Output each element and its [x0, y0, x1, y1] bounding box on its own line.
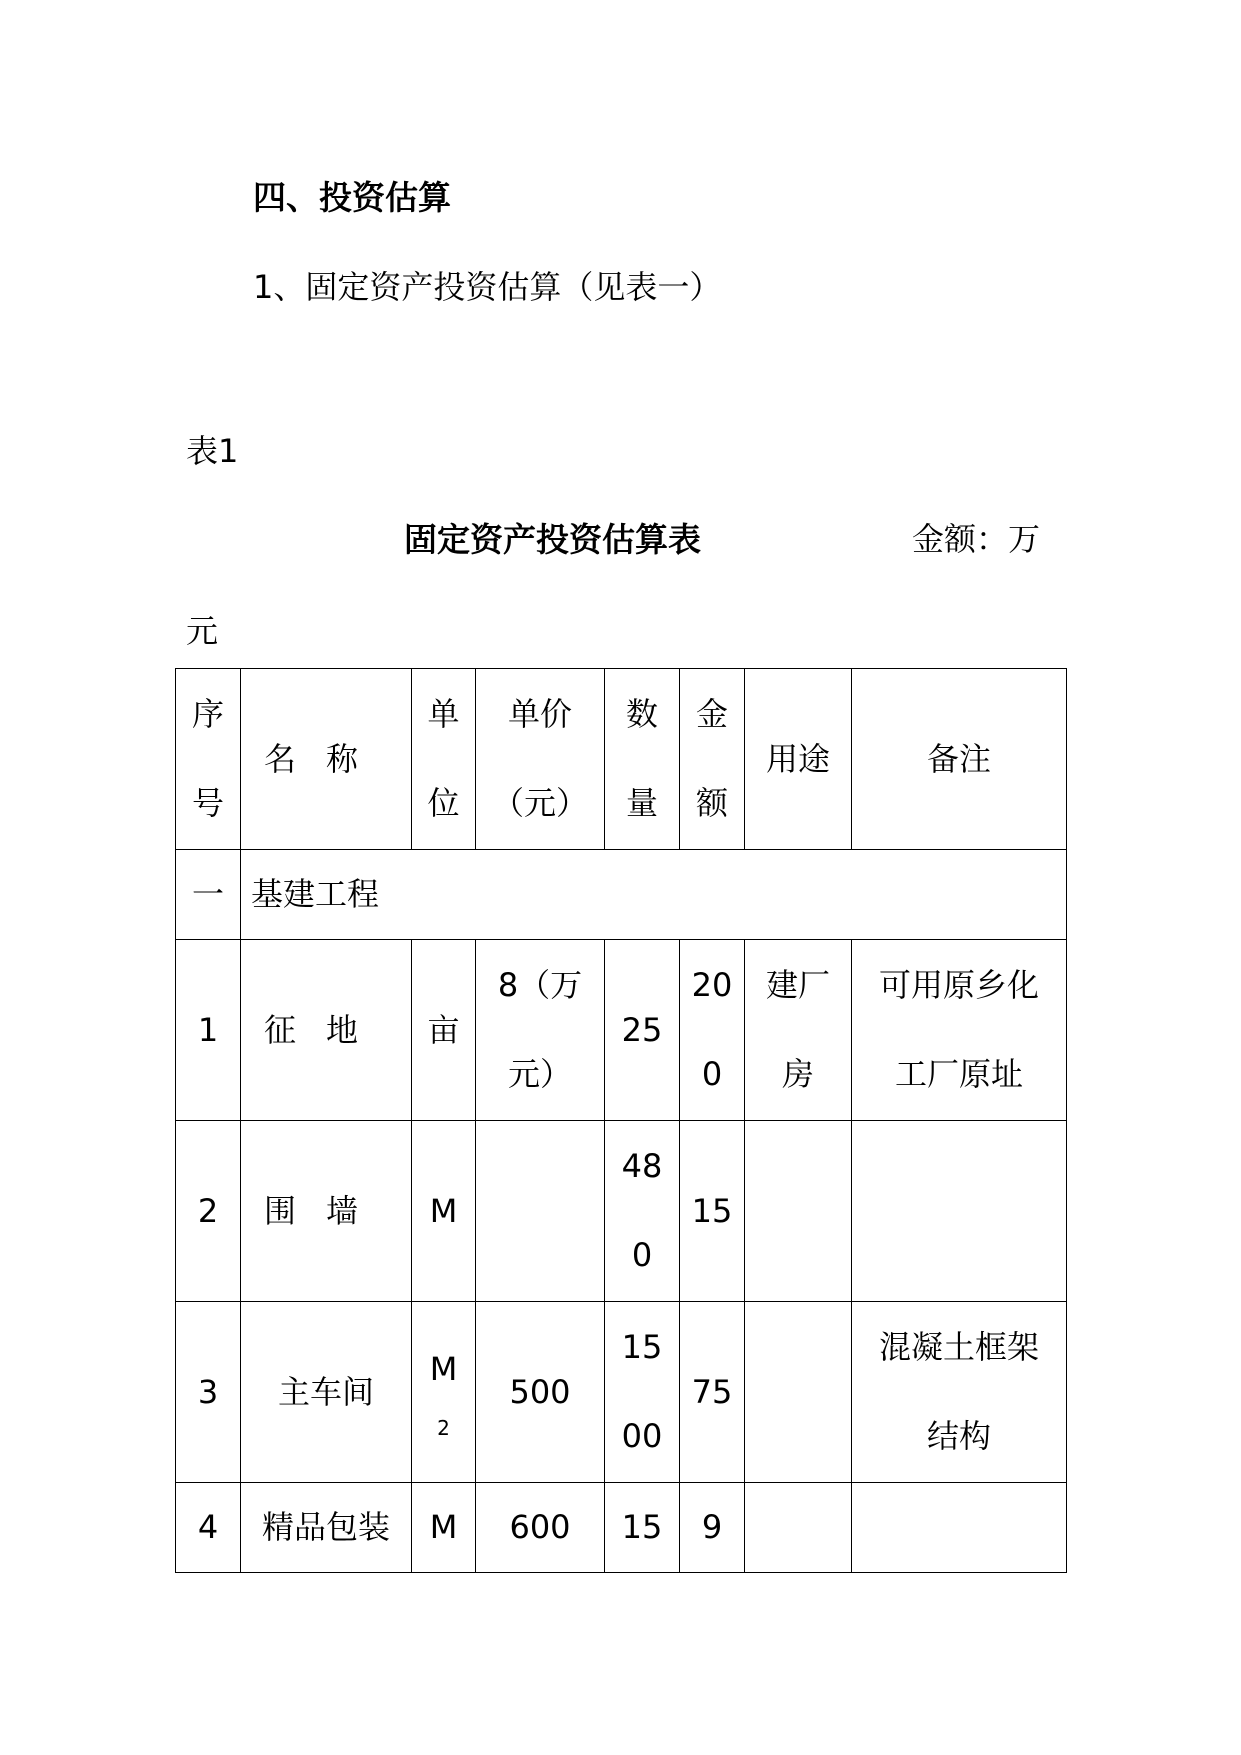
- paragraph: 1、固定资产投资估算（见表一）: [253, 268, 722, 306]
- row-remark: [852, 1121, 1067, 1302]
- row-usage: [745, 1121, 852, 1302]
- header-name: 名称: [241, 669, 412, 850]
- investment-table: [175, 668, 1067, 1573]
- group-seq: 一: [176, 850, 241, 940]
- header-seq: 序 号: [176, 669, 241, 850]
- row-unit: M 2: [412, 1302, 476, 1483]
- row-remark: [852, 1483, 1067, 1573]
- unit-note-cont: 元: [186, 612, 219, 650]
- row-usage: 建厂 房: [745, 940, 852, 1121]
- table-row: [176, 1483, 1067, 1573]
- header-price: 单价 （元）: [476, 669, 605, 850]
- row-qty: 25: [605, 940, 680, 1121]
- row-name: 征地: [241, 940, 412, 1121]
- unit-note: 金额：万: [912, 520, 1041, 558]
- group-row: [176, 850, 1067, 940]
- section-heading: 四、投资估算: [253, 178, 451, 217]
- row-usage: [745, 1483, 852, 1573]
- row-seq: 3: [176, 1302, 241, 1483]
- group-name: 基建工程: [241, 850, 1067, 940]
- header-unit: 单 位: [412, 669, 476, 850]
- row-usage: [745, 1302, 852, 1483]
- row-remark: 混凝土框架 结构: [852, 1302, 1067, 1483]
- row-unit: 亩: [412, 940, 476, 1121]
- table-row: [176, 940, 1067, 1121]
- row-amount: 20 0: [680, 940, 745, 1121]
- row-name: 主车间: [241, 1302, 412, 1483]
- row-qty: 15 00: [605, 1302, 680, 1483]
- row-qty: 48 0: [605, 1121, 680, 1302]
- header-row: [176, 669, 1067, 850]
- row-price: 600: [476, 1483, 605, 1573]
- row-unit: M: [412, 1483, 476, 1573]
- unit-superscript: 2: [437, 1415, 450, 1440]
- header-amount: 金 额: [680, 669, 745, 850]
- row-unit: M: [412, 1121, 476, 1302]
- table-title: 固定资产投资估算表: [404, 520, 701, 559]
- row-name: 围墙: [241, 1121, 412, 1302]
- header-remark: 备注: [852, 669, 1067, 850]
- row-amount: 15: [680, 1121, 745, 1302]
- row-price: 500: [476, 1302, 605, 1483]
- row-seq: 2: [176, 1121, 241, 1302]
- table-row: [176, 1121, 1067, 1302]
- row-price: 8（万 元）: [476, 940, 605, 1121]
- row-amount: 9: [680, 1483, 745, 1573]
- row-seq: 1: [176, 940, 241, 1121]
- table-label: 表1: [186, 432, 239, 470]
- row-seq: 4: [176, 1483, 241, 1573]
- row-remark: 可用原乡化 工厂原址: [852, 940, 1067, 1121]
- header-qty: 数 量: [605, 669, 680, 850]
- header-usage: 用途: [745, 669, 852, 850]
- row-qty: 15: [605, 1483, 680, 1573]
- row-price: [476, 1121, 605, 1302]
- row-amount: 75: [680, 1302, 745, 1483]
- row-name: 精品包装: [241, 1483, 412, 1573]
- table-row: [176, 1302, 1067, 1483]
